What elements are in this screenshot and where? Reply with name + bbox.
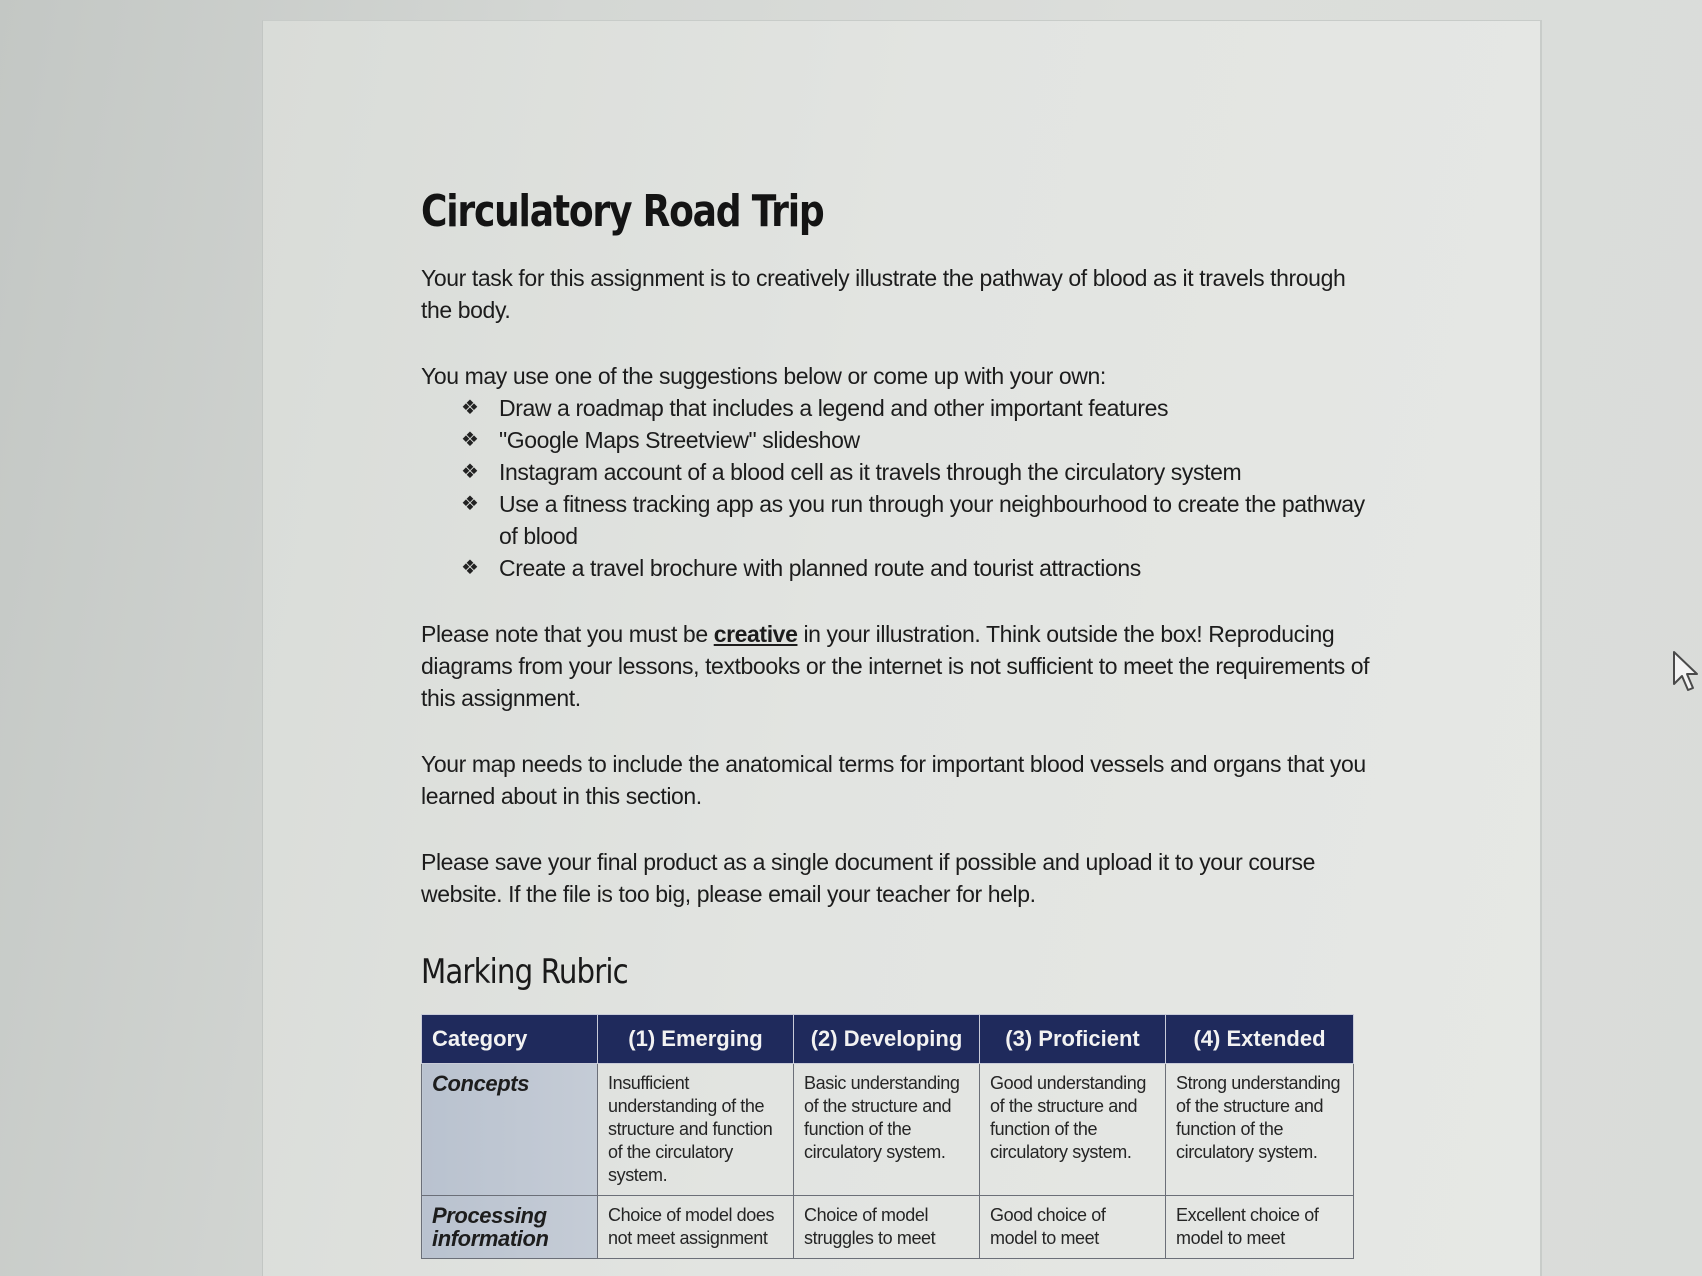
intro-paragraph: Your task for this assignment is to creatively illustrate the pathway of blood as it travels through the body. (421, 265, 1346, 323)
header-developing: (2) Developing (794, 1015, 980, 1064)
table-cell: Good choice of model to meet (980, 1196, 1166, 1259)
save-note: Please save your final product as a single document if possible and upload it to your course website. If the file is too big, please email your teacher for help. (421, 849, 1315, 907)
table-cell: Basic understanding of the structure and function of the circulatory system. (794, 1064, 980, 1196)
mouse-pointer-icon (1672, 650, 1698, 692)
list-item: ❖ Create a travel brochure with planned route and tourist attractions (461, 552, 1381, 584)
row-category: Processing information (422, 1196, 598, 1259)
list-item: ❖ Instagram account of a blood cell as it travels through the circulatory system (461, 456, 1381, 488)
creative-emphasis: creative (713, 621, 798, 647)
marking-rubric-table (421, 1014, 1354, 1259)
diamond-bullet-icon: ❖ (461, 461, 479, 483)
header-category: Category (422, 1015, 598, 1064)
suggestions-list (421, 392, 1381, 584)
diamond-bullet-icon: ❖ (461, 397, 479, 419)
table-cell: Choice of model struggles to meet (794, 1196, 980, 1259)
table-cell: Strong understanding of the structure and function of the circulatory system. (1166, 1064, 1354, 1196)
list-item: ❖ Draw a roadmap that includes a legend and other important features (461, 392, 1381, 424)
table-cell: Good understanding of the structure and function of the circulatory system. (980, 1064, 1166, 1196)
table-row (422, 1064, 1354, 1196)
suggestions-lead: You may use one of the suggestions below or come up with your own: (421, 363, 1106, 389)
header-extended: (4) Extended (1166, 1015, 1354, 1064)
header-emerging: (1) Emerging (598, 1015, 794, 1064)
list-item: ❖ Use a fitness tracking app as you run through your neighbourhood to create the pathway of blood (461, 488, 1381, 552)
creative-note: Please note that you must be creative in your illustration. Think outside the box! Reproducing diagrams from your lessons, textbooks or the internet is not sufficient to meet the requirements of this assignment. (421, 621, 1370, 711)
table-cell: Choice of model does not meet assignment (598, 1196, 794, 1259)
list-item: ❖ "Google Maps Streetview" slideshow (461, 424, 1381, 456)
header-proficient: (3) Proficient (980, 1015, 1166, 1064)
diamond-bullet-icon: ❖ (461, 557, 479, 579)
rubric-heading: Marking Rubric (421, 952, 628, 992)
row-category: Concepts (422, 1064, 598, 1196)
table-cell: Insufficient understanding of the structure and function of the circulatory system. (598, 1064, 794, 1196)
table-row (422, 1196, 1354, 1259)
document-title: Circulatory Road Trip (421, 186, 824, 237)
table-header-row (422, 1015, 1354, 1064)
diamond-bullet-icon: ❖ (461, 493, 479, 515)
document-page (262, 20, 1542, 1276)
table-cell: Excellent choice of model to meet (1166, 1196, 1354, 1259)
document-content (421, 186, 1381, 1259)
diamond-bullet-icon: ❖ (461, 429, 479, 451)
map-note: Your map needs to include the anatomical terms for important blood vessels and organs that you learned about in this section. (421, 751, 1366, 809)
